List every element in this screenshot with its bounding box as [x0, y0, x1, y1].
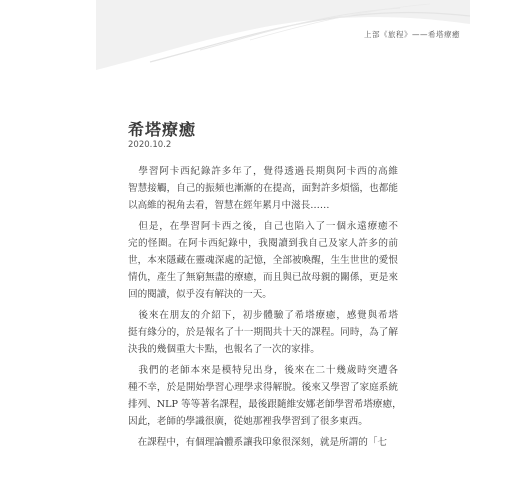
paragraph	[128, 307, 398, 358]
text-line: 決我的幾個重大卡點，也報名了一次的家排。	[128, 344, 320, 355]
text-line: 後來在朋友的介紹下，初步體驗了希塔療癒，感覺與希塔	[128, 310, 398, 321]
text-line: 挺有緣分的，於是報名了十一期間共十天的課程。同時，為了解	[128, 327, 398, 338]
text-line: 完的怪圈。在阿卡西紀錄中，我閱讀到我自己及家人許多的前	[128, 238, 398, 249]
paragraph	[128, 434, 398, 451]
text-line: 在課程中，有個理論體系讓我印象很深刻，就是所謂的「七	[128, 437, 388, 448]
chapter-title: 希塔療癒	[128, 120, 197, 139]
text-line: 排列、NLP 等等著名課程，最後跟隨維安娜老師學習希塔療癒，	[128, 399, 402, 410]
text-line: 智慧接觸，自己的振頻也漸漸的在提高，面對許多煩惱，也都能	[128, 183, 398, 194]
text-line: 種不幸，於是開始學習心理學求得解脫。後來又學習了家庭系統	[128, 382, 398, 393]
body-text	[128, 163, 402, 455]
text-line: 但是，在學習阿卡西之後，自己也陷入了一個永遠療癒不	[128, 221, 398, 232]
text-line: 回的閱讀，似乎沒有解決的一天。	[128, 289, 272, 300]
text-line: 以高維的視角去看，智慧在經年累月中滋長……	[128, 200, 330, 211]
paragraph	[128, 163, 398, 214]
text-line: 我們的老師本來是模特兒出身，後來在二十幾歲時突遭各	[128, 365, 398, 376]
text-line: 世，本來隱藏在靈魂深處的記憶，全部被喚醒，生生世世的愛恨	[128, 255, 398, 266]
text-line: 學習阿卡西紀錄許多年了，覺得透過長期與阿卡西的高維	[128, 166, 398, 177]
running-header: 上部《旅程》——希塔療癒	[364, 30, 460, 39]
paragraph	[128, 362, 402, 430]
text-line: 情仇，產生了無窮無盡的療癒，而且與已故母親的關係，更是來	[128, 272, 398, 283]
chapter-date: 2020.10.2	[128, 140, 172, 150]
paragraph	[128, 218, 398, 303]
text-line: 因此，老師的學識很廣，從她那裡我學習到了很多東西。	[128, 416, 368, 427]
